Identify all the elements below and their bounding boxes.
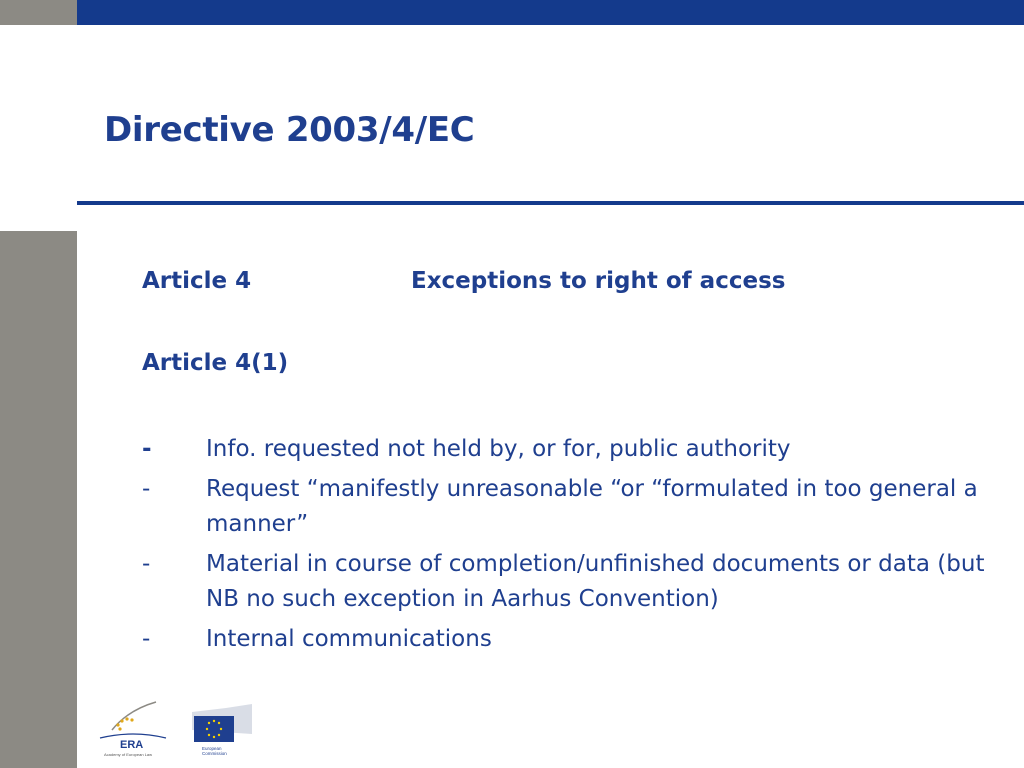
svg-text:European: European: [202, 746, 222, 751]
article-subsection: Article 4(1): [142, 350, 289, 376]
list-item: [142, 472, 1002, 542]
footer-logos: [98, 700, 268, 760]
svg-text:Academy of European Law: Academy of European Law: [104, 752, 153, 757]
bullet-text: Material in course of completion/unfinished documents or data (but NB no such exception in Aarhus Convention): [206, 551, 985, 612]
side-gray-bar: [0, 231, 77, 768]
bullet-text: Info. requested not held by, or for, public authority: [206, 436, 791, 462]
bullet-marker: -: [142, 551, 151, 577]
bullet-text: Request “manifestly unreasonable “or “formulated in too general a manner”: [206, 476, 978, 537]
slide-title: Directive 2003/4/EC: [104, 110, 475, 150]
bullet-marker: -: [142, 436, 152, 462]
article-heading: Exceptions to right of access: [411, 268, 786, 294]
top-blue-bar: [77, 0, 1024, 25]
svg-text:Commission: Commission: [202, 751, 227, 756]
bullet-marker: -: [142, 626, 151, 652]
list-item: [142, 432, 1002, 467]
svg-text:ERA: ERA: [120, 739, 144, 751]
list-item: [142, 547, 1002, 617]
article-label: Article 4: [142, 268, 252, 294]
top-gray-bar: [0, 0, 77, 25]
exceptions-list: [142, 432, 1002, 662]
list-item: [142, 622, 1002, 657]
european-commission-logo: [186, 704, 260, 758]
title-divider: [77, 201, 1024, 205]
bullet-text: Internal communications: [206, 626, 492, 652]
bullet-marker: -: [142, 476, 151, 502]
era-logo: [98, 700, 168, 758]
